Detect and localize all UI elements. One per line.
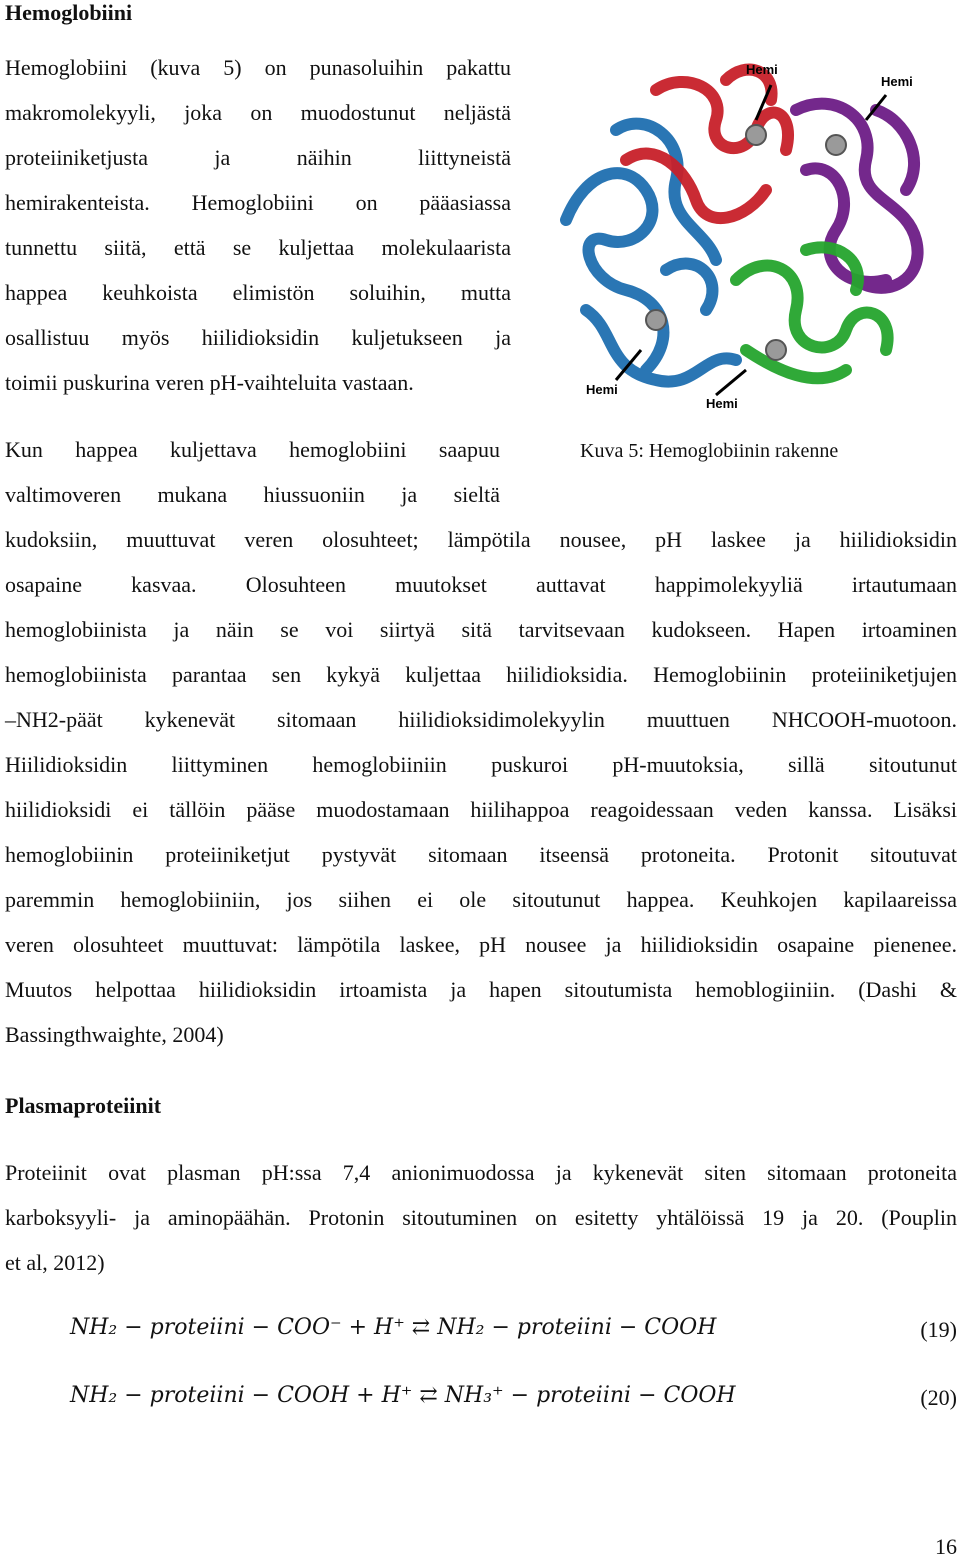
text-line: Bassingthwaighte, 2004) [5,1022,224,1047]
hemoglobin-structure-figure [546,50,946,420]
heme-label: Hemi [706,396,738,411]
text-line: paremmin hemoglobiiniin, jos siihen ei ole sitoutunut happea. Keuhkojen kapilaareissa [5,887,957,912]
heme-label: Hemi [746,62,778,77]
text-line: osallistuu myös hiilidioksidin kuljetukseen ja [5,325,511,350]
equation-19: NH₂ − proteiini − COO⁻ + H⁺ ⇄ NH₂ − proteiini − COOH [70,1315,717,1340]
text-line: et al, 2012) [5,1250,105,1275]
text-line: osapaine kasvaa. Olosuhteen muutokset auttavat happimolekyyliä irtautumaan [5,572,957,597]
section-title-plasmaproteiinit: Plasmaproteiinit [5,1093,162,1118]
paragraph-2-start [5,427,500,517]
text-line: proteiiniketjusta ja näihin liittyneistä [5,145,511,170]
text-line: hiilidioksidi ei tällöin pääse muodostamaan hiilihappoa reagoidessaan veden kanssa. Lisäksi [5,797,957,822]
text-line: Hemoglobiini (kuva 5) on punasoluihin pakattu [5,55,511,80]
text-line: karboksyyli- ja aminopäähän. Protonin sitoutuminen on esitetty yhtälöissä 19 ja 20. (Pouplin [5,1205,957,1230]
intro-paragraph [5,45,511,405]
text-line: hemoglobiinista parantaa sen kykyä kuljettaa hiilidioksidia. Hemoglobiinin proteiiniketjujen [5,662,957,687]
text-line: valtimoveren mukana hiussuoniin ja sieltä [5,482,500,507]
section-title-hemoglobiini: Hemoglobiini [5,0,133,25]
equation-number-19: (19) [920,1317,957,1342]
equation-number-20: (20) [920,1385,957,1410]
text-line: –NH2-päät kykenevät sitomaan hiilidioksidimolekyylin muuttuen NHCOOH-muotoon. [5,707,957,732]
text-line: veren olosuhteet muuttuvat: lämpötila laskee, pH nousee ja hiilidioksidin osapaine pienenee. [5,932,957,957]
text-line: Proteiinit ovat plasman pH:ssa 7,4 anionimuodossa ja kykenevät siten sitomaan protoneita [5,1160,957,1185]
text-line: tunnettu siitä, että se kuljettaa molekulaarista [5,235,511,260]
figure-caption: Kuva 5: Hemoglobiinin rakenne [580,440,839,462]
text-line: hemoglobiinista ja näin se voi siirtyä sitä tarvitsevaan kudokseen. Hapen irtoaminen [5,617,957,642]
chain-blue [566,124,736,382]
text-line: hemirakenteista. Hemoglobiini on pääasiassa [5,190,511,215]
text-line: happea keuhkoista elimistön soluihin, mutta [5,280,511,305]
text-line: toimii puskurina veren pH-vaihteluita vastaan. [5,370,414,395]
page-number: 16 [935,1534,957,1559]
paragraph-2 [5,517,957,1057]
text-line: kudoksiin, muuttuvat veren olosuhteet; lämpötila nousee, pH laskee ja hiilidioksidin [5,527,957,552]
text-line: Kun happea kuljettava hemoglobiini saapuu [5,437,500,462]
chain-green [736,247,888,378]
text-line: hemoglobiinin proteiiniketjut pystyvät sitomaan itseensä protoneita. Protonit sitoutuvat [5,842,957,867]
heme-label: Hemi [586,382,618,397]
text-line: Muutos helpottaa hiilidioksidin irtoamista ja hapen sitoutumista hemoblogiiniin. (Dashi & [5,977,957,1002]
heme-label: Hemi [881,74,913,89]
text-line: Hiilidioksidin liittyminen hemoglobiiniin puskuroi pH-muutoksia, sillä sitoutunut [5,752,957,777]
text-line: makromolekyyli, joka on muodostunut neljästä [5,100,511,125]
equation-20: NH₂ − proteiini − COOH + H⁺ ⇄ NH₃⁺ − proteiini − COOH [70,1383,736,1408]
plasma-paragraph [5,1150,957,1285]
